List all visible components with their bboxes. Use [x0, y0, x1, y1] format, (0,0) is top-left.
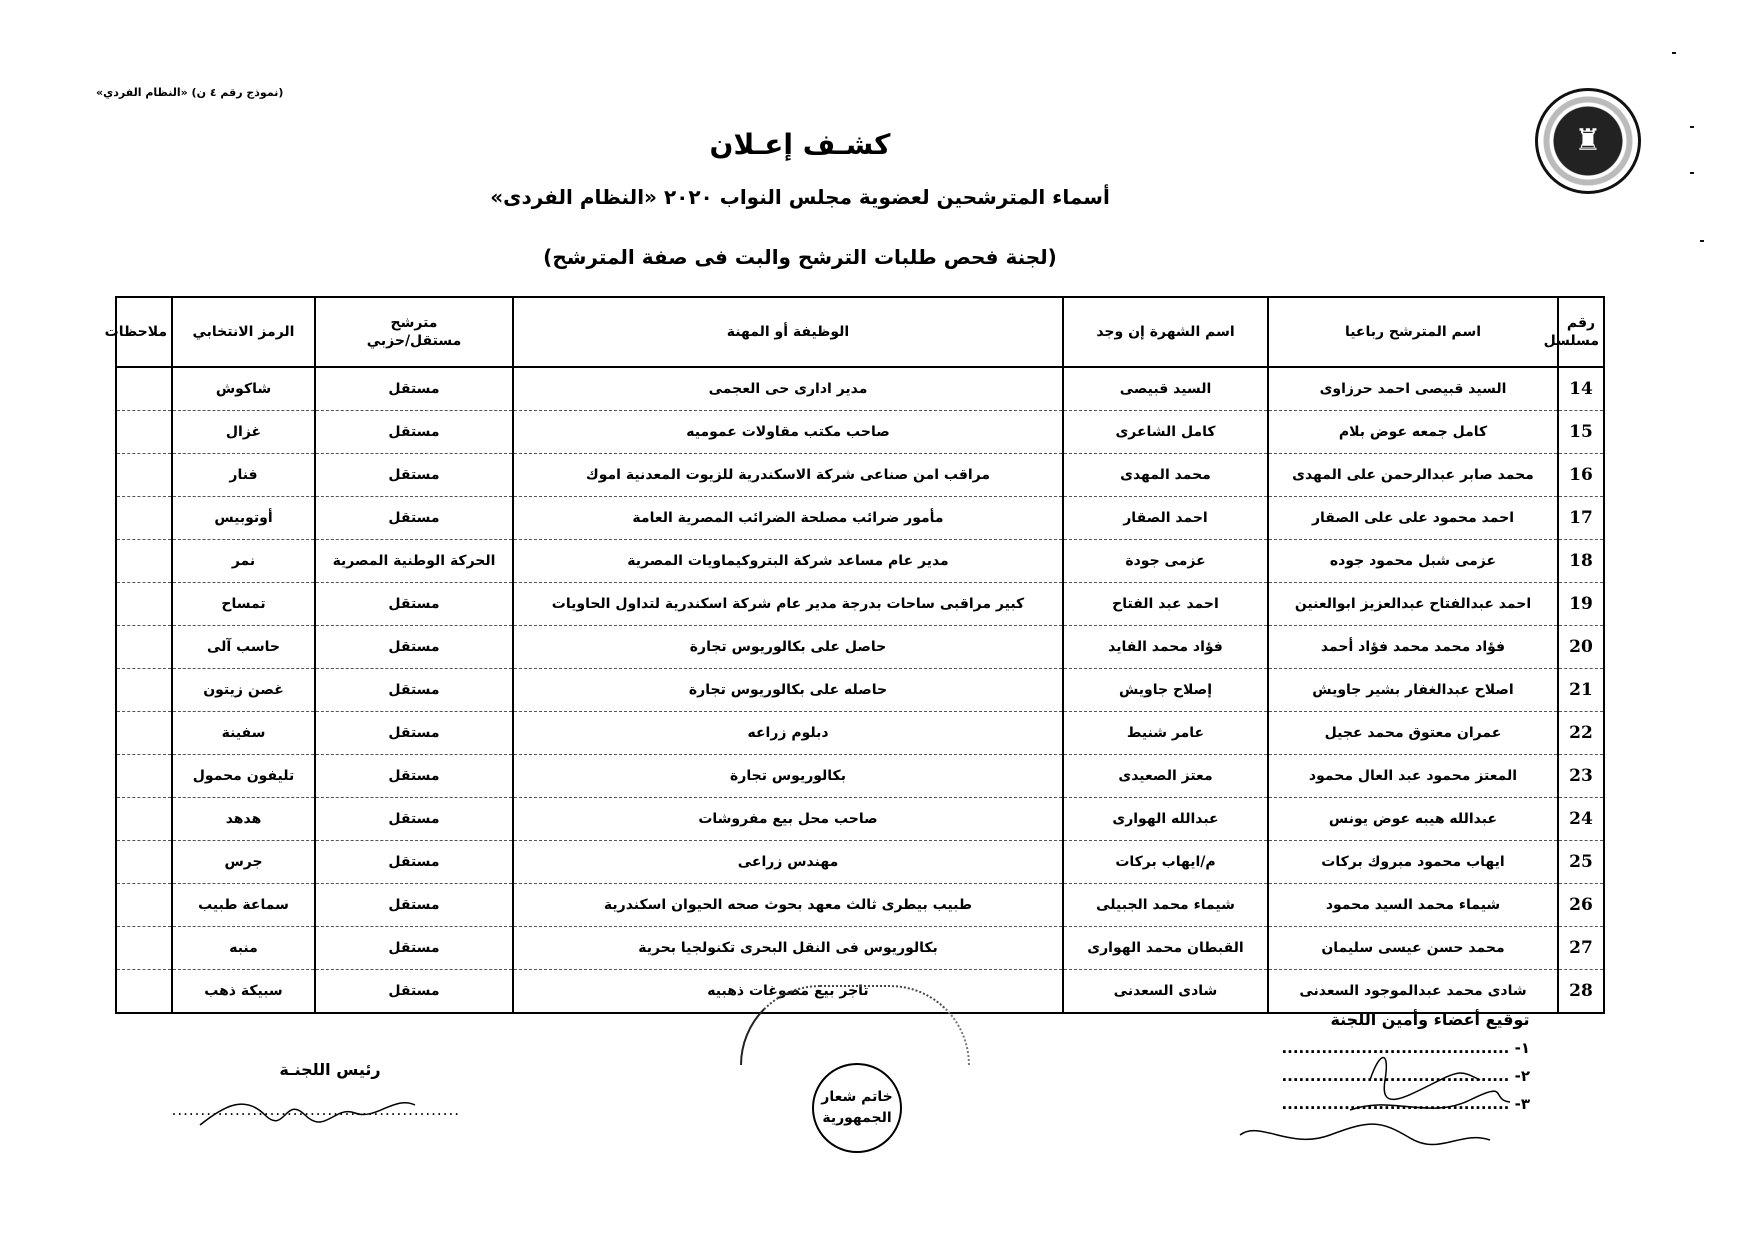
members-signature-label: توقيع أعضاء وأمين اللجنة: [1330, 1010, 1530, 1029]
header-candidate-type: [315, 297, 513, 367]
cell-full-name: شيماء محمد السيد محمود: [1268, 884, 1558, 927]
cell-occupation: مدير عام مساعد شركة البتروكيماويات المصرية: [513, 540, 1063, 583]
republic-seal-stamp: [812, 1063, 902, 1153]
cell-occupation: صاحب محل بيع مفروشات: [513, 798, 1063, 841]
cell-notes: [116, 497, 172, 540]
header-type-line1: مترشح: [390, 314, 438, 331]
cell-nickname: محمد المهدى: [1063, 454, 1268, 497]
cell-full-name: اصلاح عبدالغفار بشير جاويش: [1268, 669, 1558, 712]
cell-full-name: ايهاب محمود مبروك بركات: [1268, 841, 1558, 884]
cell-serial: 23: [1558, 755, 1604, 798]
cell-symbol: حاسب آلى: [172, 626, 315, 669]
cell-type: مستقل: [315, 755, 513, 798]
cell-nickname: م/ايهاب بركات: [1063, 841, 1268, 884]
member-signature-line: [1230, 1067, 1530, 1085]
cell-type: مستقل: [315, 970, 513, 1014]
table-row: [116, 411, 1604, 454]
cell-symbol: تليفون محمول: [172, 755, 315, 798]
cell-full-name: السيد قبيصى احمد حرزاوى: [1268, 367, 1558, 411]
scan-speck: [1672, 52, 1676, 54]
cell-full-name: عمران معتوق محمد عجيل: [1268, 712, 1558, 755]
table-row: [116, 669, 1604, 712]
cell-notes: [116, 367, 172, 411]
table-row: [116, 367, 1604, 411]
members-signature-block: [1230, 1010, 1530, 1113]
cell-full-name: احمد عبدالفتاح عبدالعزيز ابوالعنين: [1268, 583, 1558, 626]
cell-full-name: احمد محمود على على الصقار: [1268, 497, 1558, 540]
cell-type: مستقل: [315, 927, 513, 970]
header-notes: ملاحظات: [116, 297, 172, 367]
cell-notes: [116, 755, 172, 798]
cell-symbol: تمساح: [172, 583, 315, 626]
cell-symbol: غصن زيتون: [172, 669, 315, 712]
member-signature-line: [1230, 1095, 1530, 1113]
header-serial-line2: مسلسل: [1543, 333, 1599, 349]
cell-full-name: عبدالله هيبه عوض يونس: [1268, 798, 1558, 841]
table-row: [116, 626, 1604, 669]
cell-notes: [116, 712, 172, 755]
cell-type: مستقل: [315, 497, 513, 540]
cell-occupation: مدير ادارى حى العجمى: [513, 367, 1063, 411]
cell-notes: [116, 798, 172, 841]
cell-symbol: غزال: [172, 411, 315, 454]
table-row: [116, 755, 1604, 798]
cell-symbol: هدهد: [172, 798, 315, 841]
chair-label: رئيس اللجنـة: [279, 1060, 381, 1079]
cell-full-name: محمد حسن عيسى سليمان: [1268, 927, 1558, 970]
member-signature-line: [1230, 1039, 1530, 1057]
cell-notes: [116, 841, 172, 884]
cell-serial: 15: [1558, 411, 1604, 454]
cell-symbol: شاكوش: [172, 367, 315, 411]
cell-nickname: احمد الصقار: [1063, 497, 1268, 540]
cell-nickname: فؤاد محمد الفايد: [1063, 626, 1268, 669]
scan-speck: [1690, 126, 1694, 128]
member-index: ٢-: [1514, 1067, 1530, 1085]
cell-type: مستقل: [315, 583, 513, 626]
cell-type: مستقل: [315, 411, 513, 454]
stamp-text-line1: خاتم شعار: [821, 1089, 893, 1105]
table-row: [116, 712, 1604, 755]
cell-occupation: كبير مراقبى ساحات بدرجة مدير عام شركة اسكندرية لتداول الحاويات: [513, 583, 1063, 626]
cell-notes: [116, 540, 172, 583]
cell-full-name: فؤاد محمد محمد فؤاد أحمد: [1268, 626, 1558, 669]
cell-symbol: فنار: [172, 454, 315, 497]
cell-serial: 28: [1558, 970, 1604, 1014]
cell-serial: 25: [1558, 841, 1604, 884]
cell-serial: 17: [1558, 497, 1604, 540]
cell-type: مستقل: [315, 884, 513, 927]
cell-full-name: المعتز محمود عبد العال محمود: [1268, 755, 1558, 798]
cell-symbol: سفينة: [172, 712, 315, 755]
table-row: [116, 798, 1604, 841]
cell-occupation: بكالوريوس فى النقل البحرى تكنولجيا بحرية: [513, 927, 1063, 970]
scan-speck: [1700, 240, 1704, 242]
signature-dots: ........................................: [1281, 1067, 1510, 1085]
cell-notes: [116, 884, 172, 927]
cell-full-name: كامل جمعه عوض بلام: [1268, 411, 1558, 454]
table-row: [116, 540, 1604, 583]
header-serial-line1: رقم: [1566, 314, 1596, 331]
cell-notes: [116, 454, 172, 497]
cell-serial: 18: [1558, 540, 1604, 583]
cell-type: مستقل: [315, 841, 513, 884]
cell-occupation: دبلوم زراعه: [513, 712, 1063, 755]
cell-serial: 26: [1558, 884, 1604, 927]
cell-occupation: مراقب امن صناعى شركة الاسكندرية للزيوت المعدنية اموك: [513, 454, 1063, 497]
cell-nickname: السيد قبيصى: [1063, 367, 1268, 411]
cell-notes: [116, 583, 172, 626]
cell-serial: 24: [1558, 798, 1604, 841]
cell-occupation: مهندس زراعى: [513, 841, 1063, 884]
header-symbol: الرمز الانتخابي: [172, 297, 315, 367]
cell-occupation: تاجر بيع مصوغات ذهبيه: [513, 970, 1063, 1014]
header-type-line2: مستقل/حزبي: [366, 333, 462, 349]
cell-occupation: صاحب مكتب مقاولات عموميه: [513, 411, 1063, 454]
cell-type: مستقل: [315, 367, 513, 411]
cell-nickname: إصلاح جاويش: [1063, 669, 1268, 712]
signature-dots: ........................................: [1281, 1095, 1510, 1113]
scan-speck: [1690, 172, 1694, 174]
form-number-note: (نموذج رقم ٤ ن) «النظام الفردي»: [96, 86, 284, 99]
cell-nickname: معتز الصعيدى: [1063, 755, 1268, 798]
header-full-name: اسم المترشح رباعيا: [1268, 297, 1558, 367]
cell-symbol: سبيكة ذهب: [172, 970, 315, 1014]
table-row: [116, 841, 1604, 884]
cell-serial: 27: [1558, 927, 1604, 970]
table-row: [116, 454, 1604, 497]
cell-occupation: حاصله على بكالوريوس تجارة: [513, 669, 1063, 712]
cell-nickname: شادى السعدنى: [1063, 970, 1268, 1014]
cell-nickname: القبطان محمد الهوارى: [1063, 927, 1268, 970]
cell-notes: [116, 970, 172, 1014]
cell-serial: 20: [1558, 626, 1604, 669]
cell-symbol: منبه: [172, 927, 315, 970]
signature-dots: ........................................: [1281, 1039, 1510, 1057]
table-row: [116, 884, 1604, 927]
stamp-text-line2: الجمهورية: [822, 1110, 892, 1126]
cell-full-name: محمد صابر عبدالرحمن على المهدى: [1268, 454, 1558, 497]
cell-full-name: شادى محمد عبدالموجود السعدنى: [1268, 970, 1558, 1014]
cell-nickname: عامر شنيط: [1063, 712, 1268, 755]
candidates-table: [104, 296, 1605, 1014]
table-header-row: [116, 297, 1604, 367]
eagle-emblem-icon: ♜: [1574, 123, 1602, 158]
header-serial: [1543, 297, 1604, 367]
cell-occupation: حاصل على بكالوريوس تجارة: [513, 626, 1063, 669]
cell-type: مستقل: [315, 626, 513, 669]
cell-nickname: كامل الشاعرى: [1063, 411, 1268, 454]
cell-symbol: سماعة طبيب: [172, 884, 315, 927]
cell-serial: 21: [1558, 669, 1604, 712]
cell-notes: [116, 411, 172, 454]
cell-nickname: عبدالله الهوارى: [1063, 798, 1268, 841]
cell-occupation: مأمور ضرائب مصلحة الضرائب المصرية العامة: [513, 497, 1063, 540]
table-row: [116, 583, 1604, 626]
table-row: [116, 497, 1604, 540]
cell-type: الحركة الوطنية المصرية: [315, 540, 513, 583]
cell-serial: 14: [1558, 367, 1604, 411]
page-subtitle: أسماء المترشحين لعضوية مجلس النواب ٢٠٢٠ «النظام الفردى»: [490, 185, 1110, 209]
cell-type: مستقل: [315, 712, 513, 755]
chair-signature-block: [171, 1060, 460, 1119]
cell-occupation: بكالوريوس تجارة: [513, 755, 1063, 798]
member-index: ١-: [1514, 1039, 1530, 1057]
cell-notes: [116, 669, 172, 712]
table-row: [116, 927, 1604, 970]
committee-heading: (لجنة فحص طلبات الترشح والبت فى صفة المترشح): [543, 245, 1057, 269]
cell-serial: 16: [1558, 454, 1604, 497]
cell-notes: [116, 626, 172, 669]
cell-symbol: نمر: [172, 540, 315, 583]
cell-serial: 22: [1558, 712, 1604, 755]
cell-serial: 19: [1558, 583, 1604, 626]
cell-occupation: طبيب بيطرى ثالث معهد بحوث صحه الحيوان اسكندرية: [513, 884, 1063, 927]
cell-type: مستقل: [315, 798, 513, 841]
header-occupation: الوظيفة أو المهنة: [513, 297, 1063, 367]
cell-nickname: شيماء محمد الجبيلى: [1063, 884, 1268, 927]
header-nickname: اسم الشهرة إن وجد: [1063, 297, 1268, 367]
cell-nickname: عزمى جودة: [1063, 540, 1268, 583]
cell-notes: [116, 927, 172, 970]
cell-full-name: عزمى شبل محمود جوده: [1268, 540, 1558, 583]
cell-nickname: احمد عبد الفتاح: [1063, 583, 1268, 626]
chair-signature-dots: ..................................................: [171, 1101, 460, 1119]
page-title: كشـف إعـلان: [709, 128, 891, 161]
cell-symbol: أوتوبيس: [172, 497, 315, 540]
cell-symbol: جرس: [172, 841, 315, 884]
cell-type: مستقل: [315, 454, 513, 497]
cell-type: مستقل: [315, 669, 513, 712]
member-index: ٣-: [1514, 1095, 1530, 1113]
